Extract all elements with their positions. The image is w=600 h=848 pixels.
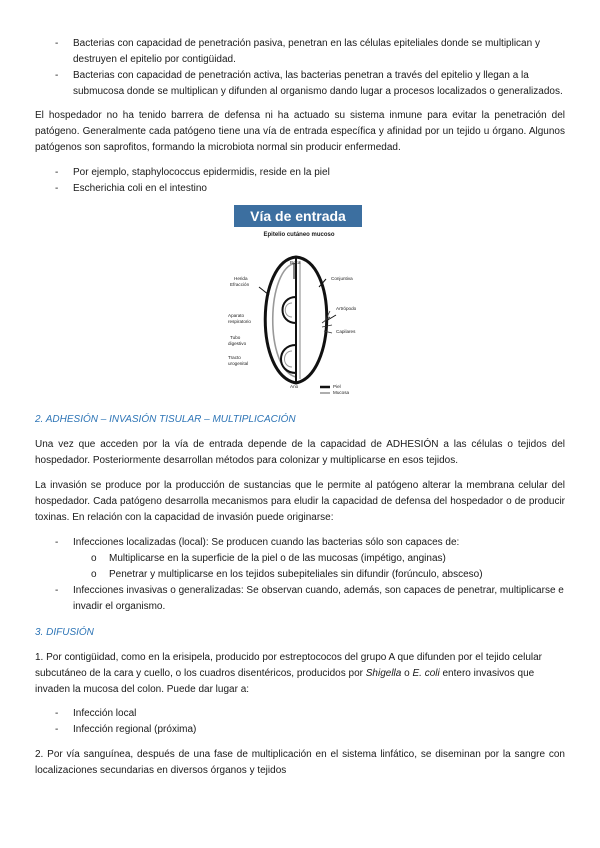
bullet-active-line1: Bacterias con capacidad de penetración activa, las bacterias penetran a través del epitelio y llegan a la — [73, 70, 529, 81]
figure-title: Vía de entrada — [234, 205, 362, 227]
bullet-circle: o — [91, 569, 97, 580]
infection-invasive-line1: Infecciones invasivas o generalizadas: Se observan cuando, además, son capaces de penetrar, multiplicarse e — [73, 585, 564, 596]
infection-local-sub2: Penetrar y multiplicarse en los tejidos subepiteliales sin difundir (forúnculo, absceso) — [109, 569, 483, 580]
urogenital-mucosa — [285, 351, 293, 367]
legend-piel: Piel — [333, 384, 341, 389]
paragraph-adhesion: Una vez que acceden por la vía de entrada depende de la capacidad de ADHESIÓN a las células o tejidos del hospedador. Posteriormente desarrollan métodos para colonizar y multiplicarse en esos tejidos. — [35, 439, 565, 466]
label-capilares: Capilares — [336, 329, 356, 334]
label-respiratorio: respiratorio — [228, 319, 251, 324]
label-aparato: Aparato — [228, 313, 245, 318]
bullet-dash: - — [55, 167, 59, 178]
diffusion1-line1: 1. Por contigüidad, como en la erisipela, producido por estreptococos del grupo A que difunden por el tejido celular — [35, 652, 542, 663]
bullet-passive-line1: Bacterias con capacidad de penetración pasiva, penetran en las células epiteliales donde se multiplican y — [73, 38, 540, 49]
paragraph-host: El hospedador no ha tenido barrera de defensa ni ha actuado su sistema inmune para evitar la penetración del patógeno. Generalmente cada patógeno tiene una vía de entrada específica y afinidad por un tejido u órgano. Algunos patógenos son saprofitos, formando la microbiota normal sin producir enfermedad. — [35, 110, 565, 153]
ecoli-name: E. coli — [412, 668, 440, 679]
label-tubo: Tubo — [230, 335, 241, 340]
body-diagram — [226, 205, 372, 399]
example-staphylococcus: Por ejemplo, staphylococcus epidermidis, reside en la piel — [73, 167, 330, 178]
diffusion1-line2b: entero invasivos que — [439, 668, 535, 679]
bullet-dash: - — [55, 537, 59, 548]
label-boca: Boca — [290, 260, 301, 265]
label-digestivo: digestivo — [228, 341, 247, 346]
bullet-dash: - — [55, 708, 59, 719]
bullet-passive-line2: destruyen el epitelio por contigüidad. — [73, 54, 236, 65]
figure-subtitle: Epitelio cutáneo mucoso — [263, 232, 335, 238]
bullet-dash: - — [55, 38, 59, 49]
bullet-dash: - — [55, 585, 59, 596]
diffusion1-line3: invaden la mucosa del colon. Puede dar lugar a: — [35, 684, 250, 695]
diffusion-type-local: Infección local — [73, 708, 137, 719]
bullet-circle: o — [91, 553, 97, 564]
diffusion1-line2a: subcutáneo de la cara y cuello, o los cuadros disentéricos, producidos por — [35, 668, 366, 679]
label-urogenital: urogenital — [228, 361, 249, 366]
diffusion-type-regional: Infección regional (próxima) — [73, 724, 197, 735]
paragraph-diffusion2: 2. Por vía sanguínea, después de una fase de multiplicación en el sistema linfático, se diseminan por la sangre con localizaciones secundarias en diversos órganos y tejidos — [35, 749, 565, 776]
example-ecoli: Escherichia coli en el intestino — [73, 183, 207, 194]
urogenital-loop — [281, 345, 296, 373]
bullet-dash: - — [55, 70, 59, 81]
label-conjuntiva: Conjuntiva — [331, 276, 353, 281]
heading-adhesion: 2. ADHESIÓN – INVASIÓN TISULAR – MULTIPLICACIÓN — [35, 414, 296, 425]
bullet-dash: - — [55, 183, 59, 194]
infection-local: Infecciones localizadas (local): Se producen cuando las bacterias sólo son capaces de: — [73, 537, 460, 548]
bullet-dash: - — [55, 724, 59, 735]
label-herida: Herida — [234, 276, 248, 281]
entry-route-figure — [226, 205, 372, 399]
shigella-name: Shigella — [365, 668, 402, 679]
diffusion1-line2 — [35, 666, 565, 682]
label-tracto: Tracto — [228, 355, 241, 360]
label-efraccion: Efracción — [230, 282, 250, 287]
label-ano: Ano — [290, 384, 299, 389]
legend-mucosa: Mucosa — [333, 390, 350, 395]
respiratory-mucosa — [285, 303, 292, 317]
label-artropodo: Artrópodo — [336, 306, 357, 311]
paragraph-invasion: La invasión se produce por la producción de sustancias que le permite al patógeno alterar la membrana celular del hospedador. Cada patógeno desarrolla mecanismos para eludir la capacidad de defensa del hospedador o de producir toxinas. En relación con la capacidad de invasión puede originarse: — [35, 480, 565, 523]
bullet-active-line2: submucosa donde se multiplican y difunden al organismo dando lugar a procesos localizados o generalizados. — [73, 86, 563, 97]
conjunction-o: o — [401, 668, 413, 679]
respiratory-loop — [283, 297, 297, 323]
infection-invasive-line2: invadir el organismo. — [73, 601, 166, 612]
heading-difusion: 3. DIFUSIÓN — [35, 627, 94, 638]
infection-local-sub1: Multiplicarse en la superficie de la piel o de las mucosas (impétigo, anginas) — [109, 553, 446, 564]
